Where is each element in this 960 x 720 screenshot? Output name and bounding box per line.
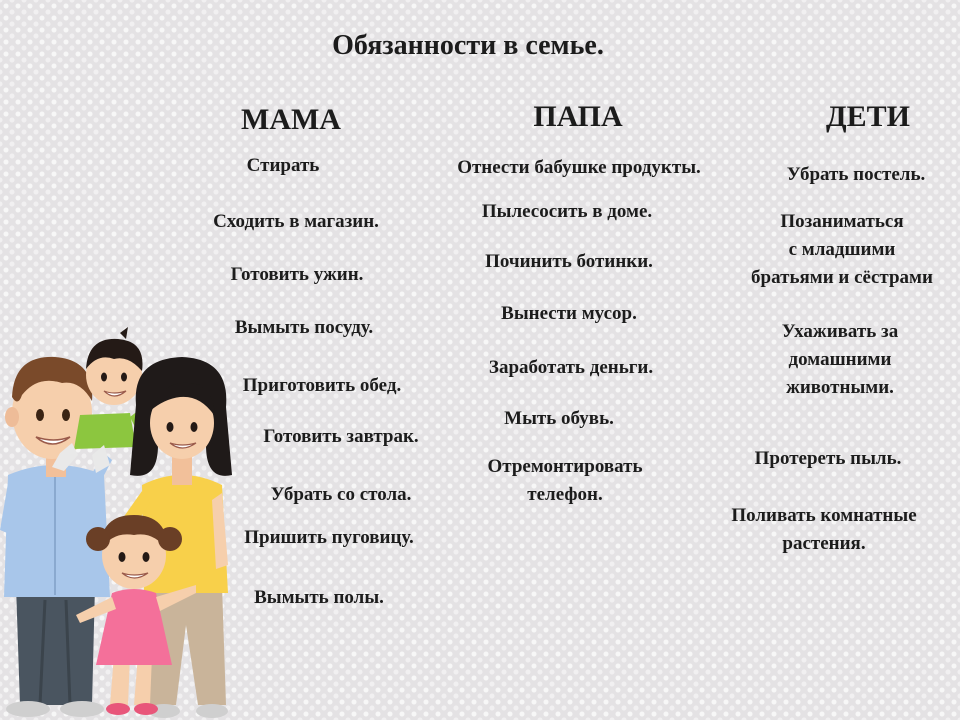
deti-item-line: Позаниматься	[780, 211, 904, 232]
deti-item: Протереть пыль.	[754, 448, 902, 469]
mama-item: Готовить завтрак.	[263, 426, 419, 447]
papa-item-line: телефон.	[527, 484, 603, 505]
deti-item-multiline	[731, 502, 916, 558]
deti-item-line: домашними	[788, 349, 892, 370]
deti-item-line: братьями и сёстрами	[751, 267, 933, 288]
mama-item: Стирать	[246, 155, 320, 176]
family-illustration	[0, 325, 250, 720]
papa-item: Мыть обувь.	[504, 408, 614, 429]
mama-item: Сходить в магазин.	[213, 211, 379, 232]
papa-item: Пылесосить в доме.	[481, 201, 653, 222]
mama-item: Убрать со стола.	[270, 484, 412, 505]
deti-item: Убрать постель.	[786, 164, 926, 185]
column-header-papa: ПАПА	[533, 100, 623, 133]
column-header-deti: ДЕТИ	[826, 100, 910, 133]
papa-item: Вынести мусор.	[501, 303, 637, 324]
papa-item-line: Отремонтировать	[487, 456, 643, 477]
mama-item: Приготовить обед.	[242, 375, 402, 396]
papa-item: Отнести бабушке продукты.	[457, 157, 701, 178]
deti-item-multiline	[751, 208, 933, 292]
deti-item-line: Ухаживать за	[781, 321, 899, 342]
deti-item-line: растения.	[782, 533, 866, 554]
deti-item-line: животными.	[786, 377, 894, 398]
mama-item: Вымыть полы.	[254, 587, 384, 608]
page-title: Обязанности в семье.	[332, 30, 604, 61]
deti-item-line: Поливать комнатные	[731, 505, 917, 526]
mama-item: Готовить ужин.	[230, 264, 364, 285]
column-header-mama: МАМА	[241, 103, 341, 136]
papa-item: Заработать деньги.	[488, 357, 654, 378]
mama-item: Вымыть посуду.	[234, 317, 374, 338]
papa-item: Починить ботинки.	[485, 251, 653, 272]
papa-item-multiline	[487, 453, 642, 509]
deti-item-line: с младшими	[788, 239, 896, 260]
mama-item: Пришить пуговицу.	[244, 527, 414, 548]
deti-item-multiline	[782, 318, 898, 402]
